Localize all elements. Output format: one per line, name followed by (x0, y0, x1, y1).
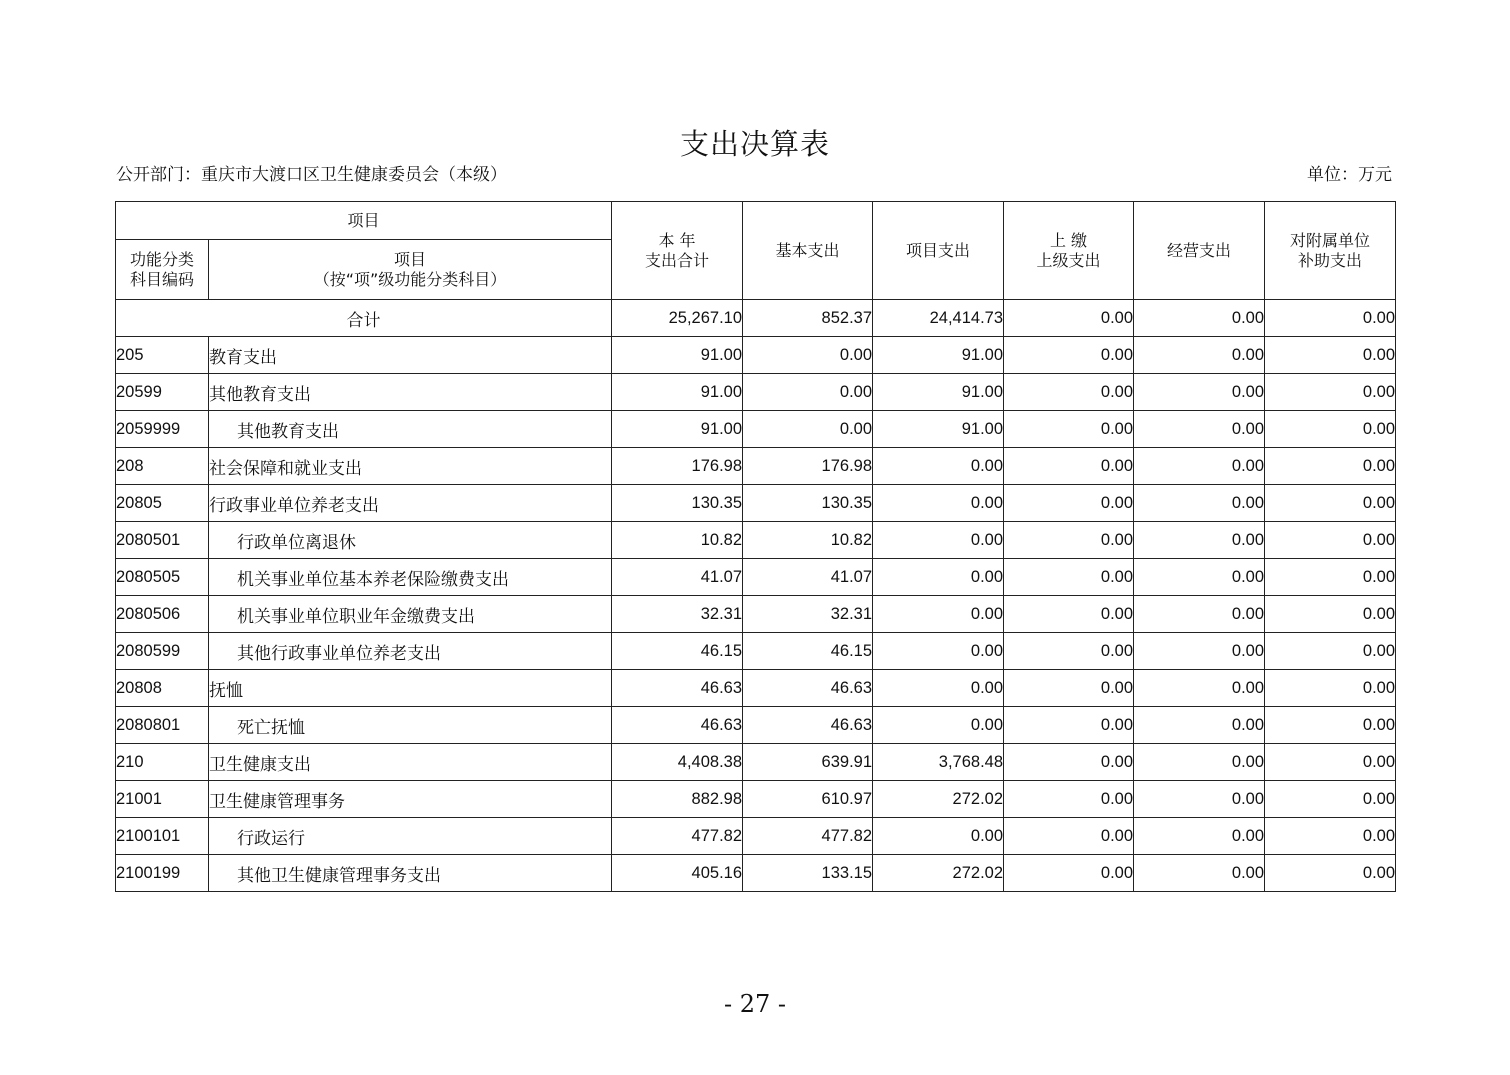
cell-project: 272.02 (873, 781, 1004, 818)
cell-basic: 477.82 (743, 818, 873, 855)
table-row (116, 818, 1396, 855)
cell-code: 2100101 (116, 818, 209, 855)
cell-operating: 0.00 (1134, 411, 1265, 448)
cell-upper: 0.00 (1004, 374, 1134, 411)
cell-operating: 0.00 (1134, 707, 1265, 744)
cell-basic: 176.98 (743, 448, 873, 485)
cell-name: 卫生健康管理事务 (209, 781, 612, 818)
cell-upper: 0.00 (1004, 633, 1134, 670)
table-row (116, 633, 1396, 670)
cell-upper: 0.00 (1004, 448, 1134, 485)
page-title: 支出决算表 (679, 127, 830, 161)
cell-subsidy: 0.00 (1265, 781, 1396, 818)
cell-upper: 0.00 (1004, 337, 1134, 374)
cell-total: 130.35 (612, 485, 743, 522)
cell-code: 2080599 (116, 633, 209, 670)
cell-subsidy: 0.00 (1265, 818, 1396, 855)
cell-operating: 0.00 (1134, 522, 1265, 559)
cell-upper: 0.00 (1004, 855, 1134, 892)
table-row (116, 411, 1396, 448)
cell-operating: 0.00 (1134, 855, 1265, 892)
cell-name: 行政运行 (209, 818, 612, 855)
header-upper-line1: 上 缴 (1049, 230, 1088, 250)
cell-subsidy: 0.00 (1265, 744, 1396, 781)
cell-project: 91.00 (873, 374, 1004, 411)
cell-total: 46.63 (612, 670, 743, 707)
department-label: 公开部门：重庆市大渡口区卫生健康委员会（本级） (116, 165, 507, 185)
cell-code: 2080801 (116, 707, 209, 744)
cell-project: 0.00 (873, 670, 1004, 707)
cell-subsidy: 0.00 (1265, 559, 1396, 596)
cell-code: 210 (116, 744, 209, 781)
total-cell-project: 24,414.73 (873, 300, 1004, 337)
cell-operating: 0.00 (1134, 559, 1265, 596)
cell-operating: 0.00 (1134, 596, 1265, 633)
cell-name: 教育支出 (209, 337, 612, 374)
cell-upper: 0.00 (1004, 781, 1134, 818)
cell-name: 其他教育支出 (209, 374, 612, 411)
total-cell-operating: 0.00 (1134, 300, 1265, 337)
cell-basic: 0.00 (743, 411, 873, 448)
cell-total: 32.31 (612, 596, 743, 633)
cell-subsidy: 0.00 (1265, 707, 1396, 744)
page-number: - 27 - (723, 990, 786, 1018)
cell-operating: 0.00 (1134, 818, 1265, 855)
cell-upper: 0.00 (1004, 818, 1134, 855)
header-subsidy-line1: 对附属单位 (1290, 230, 1371, 250)
header-name-line1: 项目 (394, 249, 427, 269)
cell-project: 0.00 (873, 596, 1004, 633)
header-subsidy (1265, 202, 1396, 300)
cell-project: 0.00 (873, 633, 1004, 670)
cell-basic: 0.00 (743, 374, 873, 411)
cell-subsidy: 0.00 (1265, 337, 1396, 374)
cell-code: 2080501 (116, 522, 209, 559)
cell-subsidy: 0.00 (1265, 411, 1396, 448)
cell-project: 0.00 (873, 485, 1004, 522)
cell-name: 其他卫生健康管理事务支出 (209, 855, 612, 892)
cell-name: 抚恤 (209, 670, 612, 707)
header-upper-line2: 上级支出 (1036, 250, 1101, 270)
table-row (116, 485, 1396, 522)
table-row (116, 337, 1396, 374)
cell-code: 20805 (116, 485, 209, 522)
header-upper (1004, 202, 1134, 300)
cell-name: 卫生健康支出 (209, 744, 612, 781)
total-cell-upper: 0.00 (1004, 300, 1134, 337)
total-cell-total: 25,267.10 (612, 300, 743, 337)
cell-operating: 0.00 (1134, 448, 1265, 485)
header-project: 项目支出 (873, 202, 1004, 300)
cell-basic: 639.91 (743, 744, 873, 781)
cell-operating: 0.00 (1134, 374, 1265, 411)
cell-upper: 0.00 (1004, 485, 1134, 522)
expenditure-table (115, 201, 1396, 892)
table-row (116, 744, 1396, 781)
cell-name: 机关事业单位职业年金缴费支出 (209, 596, 612, 633)
table-row (116, 559, 1396, 596)
table-row (116, 855, 1396, 892)
cell-code: 21001 (116, 781, 209, 818)
cell-subsidy: 0.00 (1265, 374, 1396, 411)
cell-basic: 133.15 (743, 855, 873, 892)
header-code-line1: 功能分类 (129, 249, 194, 269)
cell-code: 2059999 (116, 411, 209, 448)
cell-total: 46.63 (612, 707, 743, 744)
total-row (116, 300, 1396, 337)
header-name (209, 240, 612, 300)
table-body (116, 300, 1396, 892)
total-cell-basic: 852.37 (743, 300, 873, 337)
cell-subsidy: 0.00 (1265, 522, 1396, 559)
cell-operating: 0.00 (1134, 670, 1265, 707)
total-cell-subsidy: 0.00 (1265, 300, 1396, 337)
table-row (116, 374, 1396, 411)
header-basic: 基本支出 (743, 202, 873, 300)
header-total-line1: 本 年 (658, 230, 696, 250)
cell-operating: 0.00 (1134, 485, 1265, 522)
header-project-group: 项目 (116, 202, 612, 240)
cell-operating: 0.00 (1134, 744, 1265, 781)
header-total (612, 202, 743, 300)
cell-upper: 0.00 (1004, 559, 1134, 596)
cell-code: 2100199 (116, 855, 209, 892)
cell-operating: 0.00 (1134, 337, 1265, 374)
header-subsidy-line2: 补助支出 (1298, 250, 1363, 270)
cell-code: 2080506 (116, 596, 209, 633)
cell-total: 91.00 (612, 374, 743, 411)
cell-upper: 0.00 (1004, 707, 1134, 744)
cell-basic: 0.00 (743, 337, 873, 374)
cell-upper: 0.00 (1004, 670, 1134, 707)
cell-basic: 10.82 (743, 522, 873, 559)
header-code (116, 240, 209, 300)
cell-upper: 0.00 (1004, 411, 1134, 448)
cell-project: 272.02 (873, 855, 1004, 892)
cell-total: 41.07 (612, 559, 743, 596)
table-row (116, 781, 1396, 818)
total-label: 合计 (116, 300, 612, 337)
cell-project: 0.00 (873, 448, 1004, 485)
cell-basic: 46.63 (743, 707, 873, 744)
table-row (116, 448, 1396, 485)
cell-total: 91.00 (612, 337, 743, 374)
cell-subsidy: 0.00 (1265, 855, 1396, 892)
header-total-line2: 支出合计 (645, 250, 710, 270)
cell-basic: 41.07 (743, 559, 873, 596)
cell-total: 46.15 (612, 633, 743, 670)
cell-name: 死亡抚恤 (209, 707, 612, 744)
header-operating: 经营支出 (1134, 202, 1265, 300)
cell-project: 91.00 (873, 411, 1004, 448)
cell-name: 其他行政事业单位养老支出 (209, 633, 612, 670)
header-name-line2: （按“项”级功能分类科目） (313, 269, 507, 289)
cell-total: 10.82 (612, 522, 743, 559)
cell-total: 91.00 (612, 411, 743, 448)
table-header (116, 202, 1396, 300)
table-row (116, 596, 1396, 633)
cell-name: 社会保障和就业支出 (209, 448, 612, 485)
cell-code: 208 (116, 448, 209, 485)
cell-project: 0.00 (873, 522, 1004, 559)
cell-project: 0.00 (873, 818, 1004, 855)
cell-name: 行政事业单位养老支出 (209, 485, 612, 522)
cell-total: 176.98 (612, 448, 743, 485)
cell-project: 91.00 (873, 337, 1004, 374)
cell-subsidy: 0.00 (1265, 670, 1396, 707)
cell-code: 205 (116, 337, 209, 374)
cell-name: 行政单位离退休 (209, 522, 612, 559)
cell-code: 2080505 (116, 559, 209, 596)
cell-subsidy: 0.00 (1265, 448, 1396, 485)
cell-basic: 130.35 (743, 485, 873, 522)
cell-project: 3,768.48 (873, 744, 1004, 781)
cell-subsidy: 0.00 (1265, 633, 1396, 670)
cell-operating: 0.00 (1134, 633, 1265, 670)
cell-basic: 46.15 (743, 633, 873, 670)
cell-subsidy: 0.00 (1265, 596, 1396, 633)
cell-total: 882.98 (612, 781, 743, 818)
cell-upper: 0.00 (1004, 522, 1134, 559)
unit-label: 单位：万元 (1307, 165, 1392, 185)
cell-basic: 610.97 (743, 781, 873, 818)
cell-code: 20599 (116, 374, 209, 411)
cell-name: 机关事业单位基本养老保险缴费支出 (209, 559, 612, 596)
cell-upper: 0.00 (1004, 596, 1134, 633)
cell-code: 20808 (116, 670, 209, 707)
table-row (116, 522, 1396, 559)
cell-basic: 32.31 (743, 596, 873, 633)
cell-operating: 0.00 (1134, 781, 1265, 818)
table-row (116, 670, 1396, 707)
cell-total: 4,408.38 (612, 744, 743, 781)
cell-project: 0.00 (873, 559, 1004, 596)
cell-subsidy: 0.00 (1265, 485, 1396, 522)
cell-total: 477.82 (612, 818, 743, 855)
cell-total: 405.16 (612, 855, 743, 892)
cell-project: 0.00 (873, 707, 1004, 744)
header-code-line2: 科目编码 (129, 269, 194, 289)
cell-upper: 0.00 (1004, 744, 1134, 781)
cell-name: 其他教育支出 (209, 411, 612, 448)
table-row (116, 707, 1396, 744)
cell-basic: 46.63 (743, 670, 873, 707)
